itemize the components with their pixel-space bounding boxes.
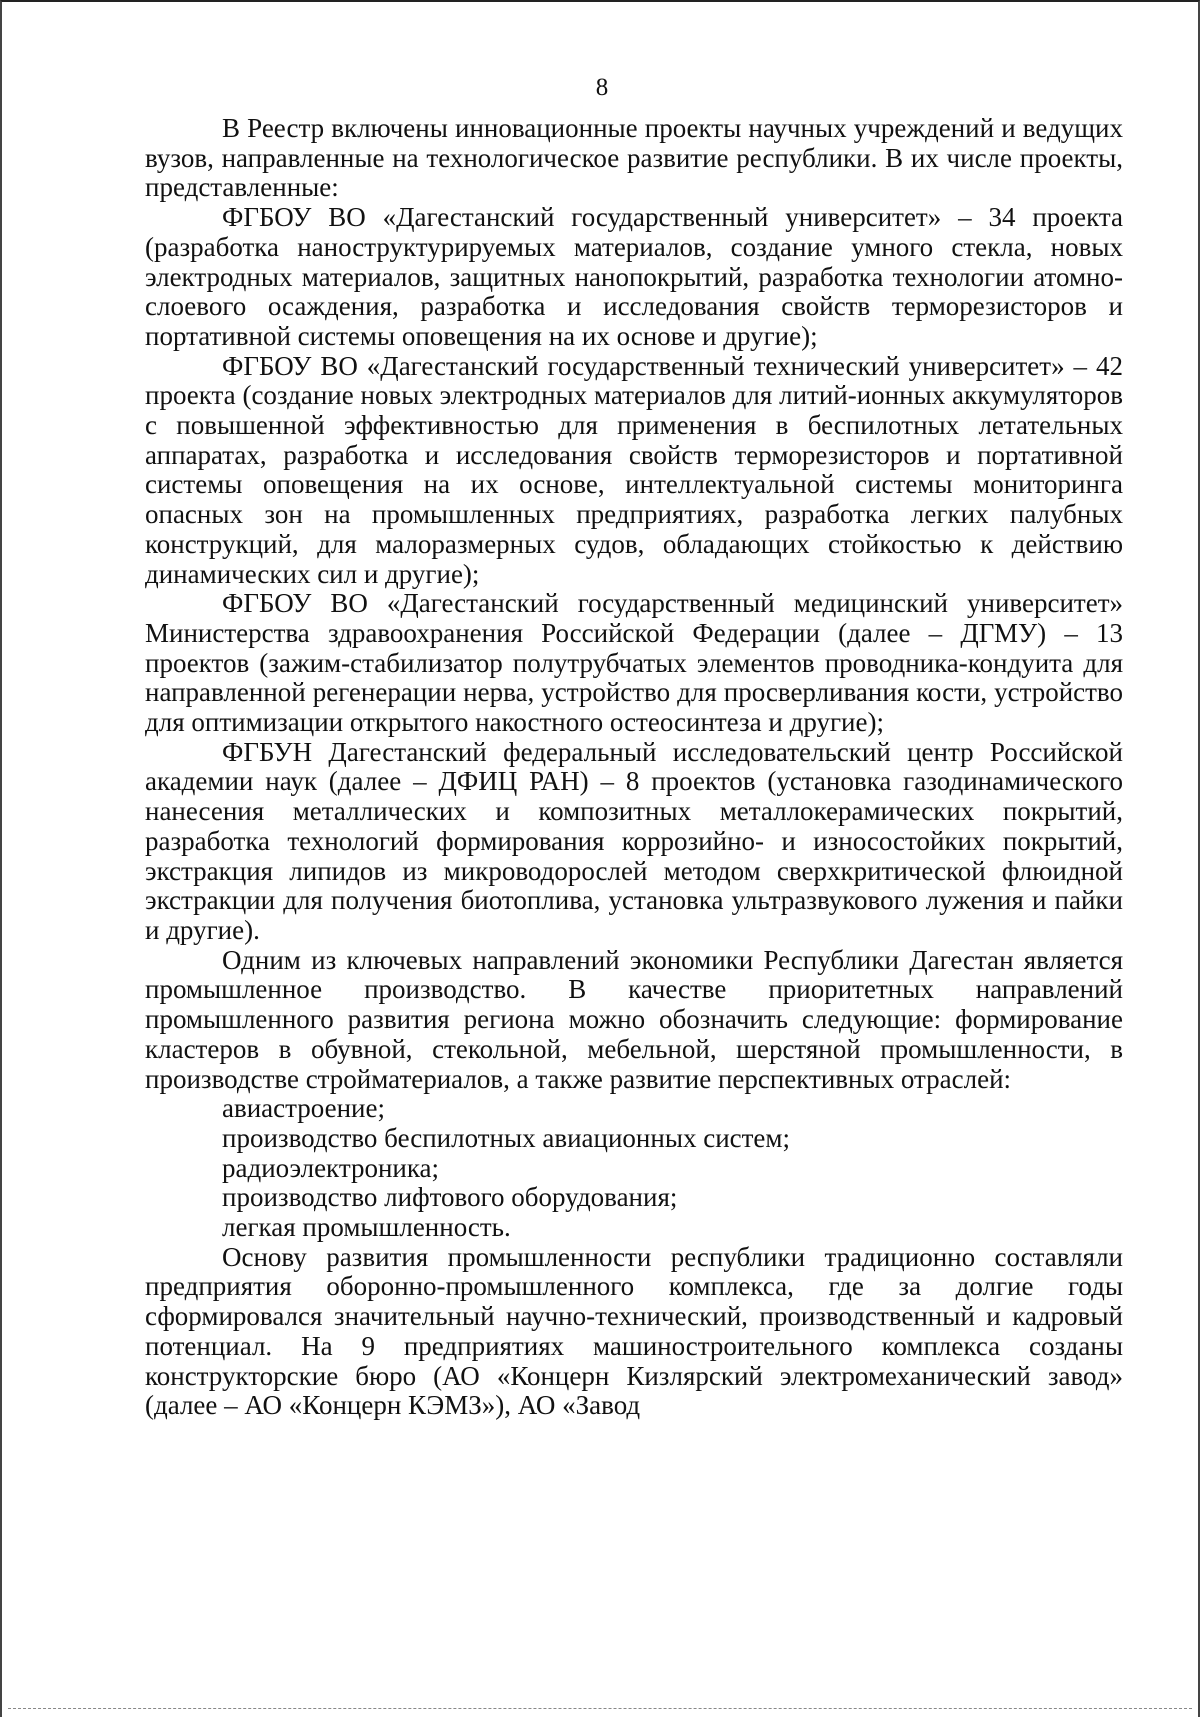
paragraph-dgu-projects: ФГБОУ ВО «Дагестанский государственный университет» – 34 проекта (разработка наноструктурируемых материалов, создание умного стекла, новых электродных материалов, защитных нанопокрытий, разработка технологии атомно-слоевого осаждения, разработка и исследования свойств терморезисторов и портативной системы оповещения на их основе и другие); [145, 202, 1123, 351]
paragraph-dgmu-projects: ФГБОУ ВО «Дагестанский государственный медицинский университет» Министерства здравоохранения Российской Федерации (далее – ДГМУ) – 13 проектов (зажим-стабилизатор полутрубчатых элементов проводника-кондуита для направленной регенерации нерва, устройство для просверливания кости, устройство для оптимизации открытого накостного остеосинтеза и другие); [145, 588, 1123, 738]
list-item-elevator-equipment: производство лифтового оборудования; [222, 1182, 678, 1213]
list-item-uav-production: производство беспилотных авиационных систем; [222, 1122, 791, 1153]
paragraph-dfic-projects: ФГБУН Дагестанский федеральный исследовательский центр Российской академии наук (далее – ДФИЦ РАН) – 8 проектов (установка газодинамического нанесения металлических и композитных металлокерамических покрытий, разработка технологий формирования коррозийно- и износостойких покрытий, экстракция липидов из микроводорослей методом сверхкритической флюидной экстракции для получения биотоплива, установка ультразвукового лужения и пайки и другие). [145, 736, 1123, 945]
list-item-light-industry: легкая промышленность. [222, 1212, 511, 1243]
paragraph-dgtu-projects: ФГБОУ ВО «Дагестанский государственный технический университет» – 42 проекта (создание новых электродных материалов для литий-ионных аккумуляторов с повышенной эффективностью для применения в беспилотных летательных аппаратах, разработка и исследования свойств терморезисторов и портативной системы оповещения на их основе, интеллектуальной системы мониторинга опасных зон на промышленных предприятиях, разработка легких палубных конструкций, для малоразмерных судов, обладающих стойкостью к действию динамических сил и другие); [145, 350, 1123, 589]
list-item-radioelectronics: радиоэлектроника; [222, 1152, 440, 1183]
paragraph-registry-intro: В Реестр включены инновационные проекты научных учреждений и ведущих вузов, направленные на технологическое развитие республики. В их числе проекты, представленные: [145, 113, 1123, 203]
page-number: 8 [595, 74, 609, 101]
page-bottom-edge [8, 1708, 1192, 1709]
paragraph-defense-industry: Основу развития промышленности республики традиционно составляли предприятия оборонно-промышленного комплекса, где за долгие годы сформировался значительный научно-технический, производственный и кадровый потенциал. На 9 предприятиях машиностроительного комплекса созданы конструкторские бюро (АО «Концерн Кизлярский электромеханический завод» (далее – АО «Концерн КЭМЗ»), АО «Завод [145, 1241, 1123, 1421]
list-item-aircraft: авиастроение; [222, 1093, 385, 1124]
document-body [145, 114, 1123, 1421]
paragraph-industry-directions: Одним из ключевых направлений экономики Республики Дагестан является промышленное производство. В качестве приоритетных направлений промышленного развития региона можно обозначить следующие: формирование кластеров в обувной, стекольной, мебельной, шерстяной промышленности, в производстве стройматериалов, а также развитие перспективных отраслей: [145, 944, 1123, 1094]
